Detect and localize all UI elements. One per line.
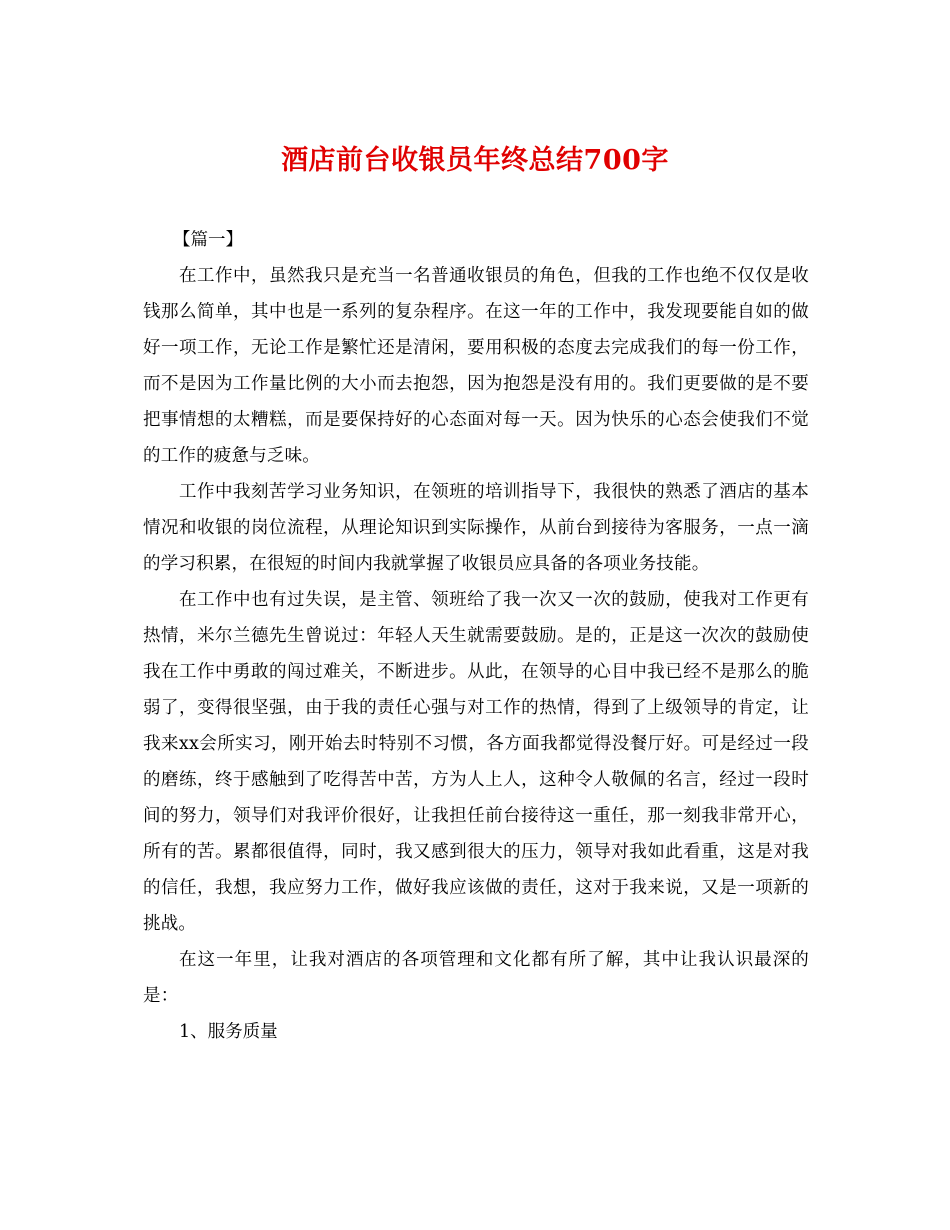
- section-tag: 【篇一】: [173, 230, 243, 250]
- paragraph-3: 在工作中也有过失误，是主管、领班给了我一次又一次的鼓励，使我对工作更有热情，米尔兰德先生曾说过：年轻人天生就需要鼓励。是的，正是这一次次的鼓励使我在工作中勇敢的闯过难关，不断进步。从此，在领导的心目中我已经不是那么的脆弱了，变得很坚强，由于我的责任心强与对工作的热情，得到了上级领导的肯定，让我来xx会所实习，刚开始去时特别不习惯，各方面我都觉得没餐厅好。可是经过一段的磨练，终于感触到了吃得苦中苦，方为人上人，这种令人敬佩的名言，经过一段时间的努力，领导们对我评价很好，让我担任前台接待这一重任，那一刻我非常开心，所有的苦。累都很值得，同时，我又感到很大的压力，领导对我如此看重，这是对我的信任，我想，我应努力工作，做好我应该做的责任，这对于我来说，又是一项新的挑战。: [143, 590, 809, 934]
- list-item-service-quality: 1、服务质量: [179, 1022, 278, 1042]
- document-title: 酒店前台收银员年终总结700字: [281, 145, 669, 176]
- document-body: [143, 222, 809, 1050]
- paragraph-2: 工作中我刻苦学习业务知识，在领班的培训指导下，我很快的熟悉了酒店的基本情况和收银的岗位流程，从理论知识到实际操作，从前台到接待为客服务，一点一滴的学习积累，在很短的时间内我就掌握了收银员应具备的各项业务技能。: [143, 482, 809, 574]
- paragraph-4: 在这一年里，让我对酒店的各项管理和文化都有所了解，其中让我认识最深的是：: [143, 950, 809, 1006]
- paragraph-1: 在工作中，虽然我只是充当一名普通收银员的角色，但我的工作也绝不仅仅是收钱那么简单，其中也是一系列的复杂程序。在这一年的工作中，我发现要能自如的做好一项工作，无论工作是繁忙还是清闲，要用积极的态度去完成我们的每一份工作，而不是因为工作量比例的大小而去抱怨，因为抱怨是没有用的。我们更要做的是不要把事情想的太糟糕，而是要保持好的心态面对每一天。因为快乐的心态会使我们不觉的工作的疲惫与乏味。: [143, 266, 809, 466]
